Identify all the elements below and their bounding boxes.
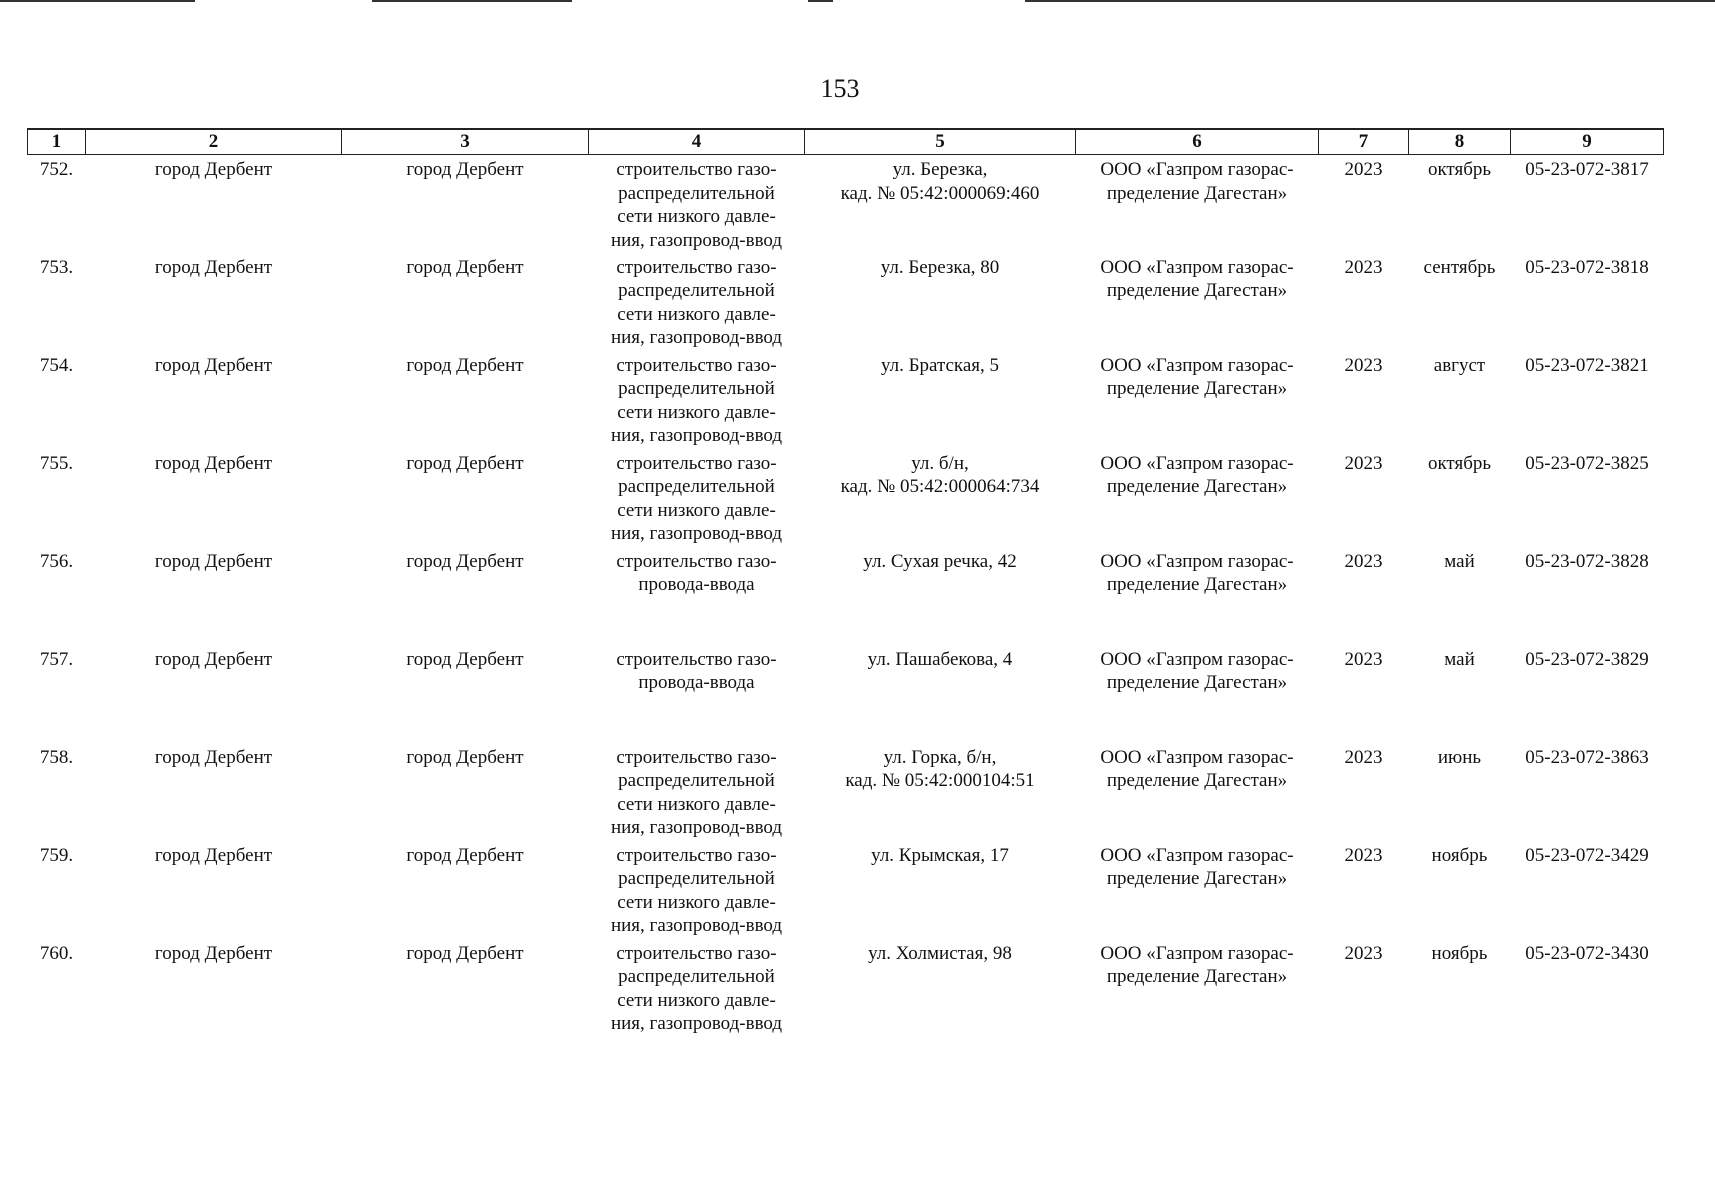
- row-number: 758.: [39, 746, 74, 768]
- organization-cell: [1076, 155, 1319, 253]
- address-cell: [805, 743, 1076, 841]
- table-row: [28, 253, 1664, 351]
- code-cell: 05-23-072-3863: [1525, 746, 1649, 768]
- organization-line: ООО «Газпром газорас-: [1100, 648, 1294, 670]
- month-cell: сентябрь: [1423, 256, 1496, 278]
- organization-cell: [1076, 743, 1319, 841]
- scan-edge-line: [0, 0, 195, 2]
- organization-cell: [1076, 449, 1319, 547]
- work-line: ния, газопровод-ввод: [610, 817, 783, 838]
- work-line: ния, газопровод-ввод: [610, 1013, 783, 1034]
- work-line: распределительной: [618, 966, 775, 987]
- code-cell: 05-23-072-3829: [1525, 648, 1649, 670]
- work-description-cell: [589, 939, 805, 1037]
- organization-cell: [1076, 253, 1319, 351]
- code-cell: 05-23-072-3430: [1525, 942, 1649, 964]
- organization-line: ООО «Газпром газорас-: [1100, 942, 1294, 964]
- settlement-cell: город Дербент: [406, 256, 524, 278]
- work-line: распределительной: [618, 280, 775, 301]
- table-row: [28, 743, 1664, 841]
- work-line: строительство газо-: [616, 746, 777, 768]
- organization-line: пределение Дагестан»: [1106, 182, 1288, 204]
- settlement-cell: город Дербент: [406, 942, 524, 964]
- municipality-cell: город Дербент: [154, 550, 273, 572]
- work-line: строительство газо-: [616, 159, 777, 180]
- column-header: 9: [1511, 129, 1664, 155]
- month-cell: июнь: [1437, 746, 1482, 768]
- organization-cell: [1076, 547, 1319, 645]
- work-line: сети низкого давле-: [617, 989, 776, 1011]
- work-description-cell: [589, 547, 805, 645]
- work-line: строительство газо-: [616, 256, 777, 278]
- month-cell: ноябрь: [1431, 844, 1488, 866]
- organization-line: ООО «Газпром газорас-: [1100, 452, 1294, 474]
- column-header: 5: [805, 129, 1076, 155]
- table-row: [28, 155, 1664, 253]
- page-number: 153: [820, 74, 860, 103]
- scan-edge-line: [1025, 0, 1715, 2]
- year-cell: 2023: [1344, 844, 1383, 866]
- month-cell: август: [1433, 354, 1486, 376]
- work-line: ния, газопровод-ввод: [610, 523, 783, 544]
- work-line: строительство газо-: [616, 550, 777, 572]
- settlement-cell: город Дербент: [406, 159, 524, 180]
- organization-cell: [1076, 841, 1319, 939]
- work-description-cell: [589, 449, 805, 547]
- column-header: 4: [589, 129, 805, 155]
- address-line: ул. Братская, 5: [880, 354, 1000, 376]
- table-body: [28, 155, 1664, 1037]
- address-line: ул. Крымская, 17: [871, 844, 1009, 866]
- organization-line: пределение Дагестан»: [1106, 966, 1288, 987]
- work-line: строительство газо-: [616, 942, 777, 964]
- column-header: 3: [342, 129, 589, 155]
- column-header: 1: [28, 129, 86, 155]
- work-line: сети низкого давле-: [617, 891, 776, 913]
- work-line: ния, газопровод-ввод: [610, 425, 783, 446]
- organization-line: ООО «Газпром газорас-: [1100, 256, 1294, 278]
- row-number: 752.: [39, 159, 74, 180]
- settlement-cell: город Дербент: [406, 550, 524, 572]
- municipality-cell: город Дербент: [154, 256, 273, 278]
- row-number: 760.: [39, 942, 74, 964]
- table-row: [28, 351, 1664, 449]
- organization-line: ООО «Газпром газорас-: [1100, 550, 1294, 572]
- column-header: 8: [1409, 129, 1511, 155]
- address-cell: [805, 253, 1076, 351]
- table-row: [28, 645, 1664, 743]
- work-line: сети низкого давле-: [617, 206, 776, 227]
- row-number: 753.: [39, 256, 74, 278]
- organization-line: пределение Дагестан»: [1106, 476, 1288, 497]
- address-line: ул. б/н,: [911, 452, 969, 474]
- code-cell: 05-23-072-3817: [1525, 159, 1649, 180]
- row-number: 755.: [39, 452, 74, 474]
- organization-line: ООО «Газпром газорас-: [1100, 844, 1294, 866]
- column-number-row: [28, 129, 1664, 155]
- municipality-cell: город Дербент: [154, 648, 273, 670]
- organization-line: пределение Дагестан»: [1106, 280, 1288, 301]
- register-table: [27, 128, 1664, 1037]
- code-cell: 05-23-072-3828: [1525, 550, 1649, 572]
- organization-line: ООО «Газпром газорас-: [1100, 159, 1294, 180]
- column-header: 2: [86, 129, 342, 155]
- month-cell: май: [1444, 648, 1475, 670]
- year-cell: 2023: [1344, 452, 1383, 474]
- work-line: строительство газо-: [616, 452, 777, 474]
- address-line: ул. Сухая речка, 42: [863, 550, 1017, 572]
- work-description-cell: [589, 155, 805, 253]
- address-cell: [805, 939, 1076, 1037]
- work-line: ния, газопровод-ввод: [610, 915, 783, 936]
- column-header: 6: [1076, 129, 1319, 155]
- year-cell: 2023: [1344, 354, 1383, 376]
- year-cell: 2023: [1344, 256, 1383, 278]
- code-cell: 05-23-072-3825: [1525, 452, 1649, 474]
- address-line: ул. Горка, б/н,: [883, 746, 997, 768]
- address-line: ул. Пашабекова, 4: [867, 648, 1013, 670]
- address-line: ул. Березка,: [892, 159, 988, 180]
- settlement-cell: город Дербент: [406, 648, 524, 670]
- municipality-cell: город Дербент: [154, 159, 273, 180]
- organization-line: пределение Дагестан»: [1106, 574, 1288, 595]
- address-line: кад. № 05:42:000069:460: [840, 182, 1040, 204]
- row-number: 759.: [39, 844, 74, 866]
- work-line: распределительной: [618, 378, 775, 399]
- settlement-cell: город Дербент: [406, 844, 524, 866]
- work-line: сети низкого давле-: [617, 401, 776, 423]
- year-cell: 2023: [1344, 159, 1383, 180]
- municipality-cell: город Дербент: [154, 942, 273, 964]
- address-cell: [805, 841, 1076, 939]
- table-row: [28, 841, 1664, 939]
- address-line: кад. № 05:42:000104:51: [845, 770, 1035, 791]
- settlement-cell: город Дербент: [406, 746, 524, 768]
- organization-cell: [1076, 645, 1319, 743]
- work-line: провода-ввода: [638, 672, 755, 693]
- work-line: распределительной: [618, 770, 775, 791]
- settlement-cell: город Дербент: [406, 452, 524, 474]
- month-cell: май: [1444, 550, 1475, 572]
- address-line: кад. № 05:42:000064:734: [840, 476, 1040, 497]
- scan-edge-line: [372, 0, 572, 2]
- table-row: [28, 449, 1664, 547]
- organization-line: пределение Дагестан»: [1106, 378, 1288, 399]
- work-line: сети низкого давле-: [617, 499, 776, 521]
- organization-line: пределение Дагестан»: [1106, 672, 1288, 693]
- work-line: распределительной: [618, 868, 775, 889]
- year-cell: 2023: [1344, 550, 1383, 572]
- year-cell: 2023: [1344, 746, 1383, 768]
- work-description-cell: [589, 253, 805, 351]
- column-header: 7: [1319, 129, 1409, 155]
- address-cell: [805, 547, 1076, 645]
- year-cell: 2023: [1344, 648, 1383, 670]
- address-line: ул. Березка, 80: [880, 256, 1000, 278]
- code-cell: 05-23-072-3818: [1525, 256, 1649, 278]
- organization-line: пределение Дагестан»: [1106, 770, 1288, 791]
- work-line: распределительной: [618, 476, 775, 497]
- month-cell: октябрь: [1427, 452, 1492, 474]
- organization-line: ООО «Газпром газорас-: [1100, 746, 1294, 768]
- work-line: строительство газо-: [616, 354, 777, 376]
- month-cell: ноябрь: [1431, 942, 1488, 964]
- year-cell: 2023: [1344, 942, 1383, 964]
- work-line: ния, газопровод-ввод: [610, 327, 783, 348]
- organization-cell: [1076, 351, 1319, 449]
- work-description-cell: [589, 351, 805, 449]
- work-description-cell: [589, 841, 805, 939]
- row-number: 754.: [39, 354, 74, 376]
- settlement-cell: город Дербент: [406, 354, 524, 376]
- address-cell: [805, 645, 1076, 743]
- organization-cell: [1076, 939, 1319, 1037]
- row-number: 757.: [39, 648, 74, 670]
- code-cell: 05-23-072-3429: [1525, 844, 1649, 866]
- address-cell: [805, 351, 1076, 449]
- municipality-cell: город Дербент: [154, 746, 273, 768]
- work-line: сети низкого давле-: [617, 793, 776, 815]
- row-number: 756.: [39, 550, 74, 572]
- work-line: провода-ввода: [638, 574, 755, 595]
- work-description-cell: [589, 645, 805, 743]
- organization-line: ООО «Газпром газорас-: [1100, 354, 1294, 376]
- municipality-cell: город Дербент: [154, 452, 273, 474]
- address-line: ул. Холмистая, 98: [868, 942, 1012, 964]
- work-description-cell: [589, 743, 805, 841]
- table-row: [28, 939, 1664, 1037]
- month-cell: октябрь: [1427, 159, 1492, 180]
- work-line: распределительной: [618, 182, 775, 204]
- organization-line: пределение Дагестан»: [1106, 868, 1288, 889]
- scan-edge-line: [808, 0, 833, 2]
- work-line: сети низкого давле-: [617, 303, 776, 325]
- address-cell: [805, 449, 1076, 547]
- table-row: [28, 547, 1664, 645]
- work-line: строительство газо-: [616, 844, 777, 866]
- municipality-cell: город Дербент: [154, 844, 273, 866]
- work-line: ния, газопровод-ввод: [610, 229, 783, 251]
- municipality-cell: город Дербент: [154, 354, 273, 376]
- address-cell: [805, 155, 1076, 253]
- work-line: строительство газо-: [616, 648, 777, 670]
- code-cell: 05-23-072-3821: [1525, 354, 1649, 376]
